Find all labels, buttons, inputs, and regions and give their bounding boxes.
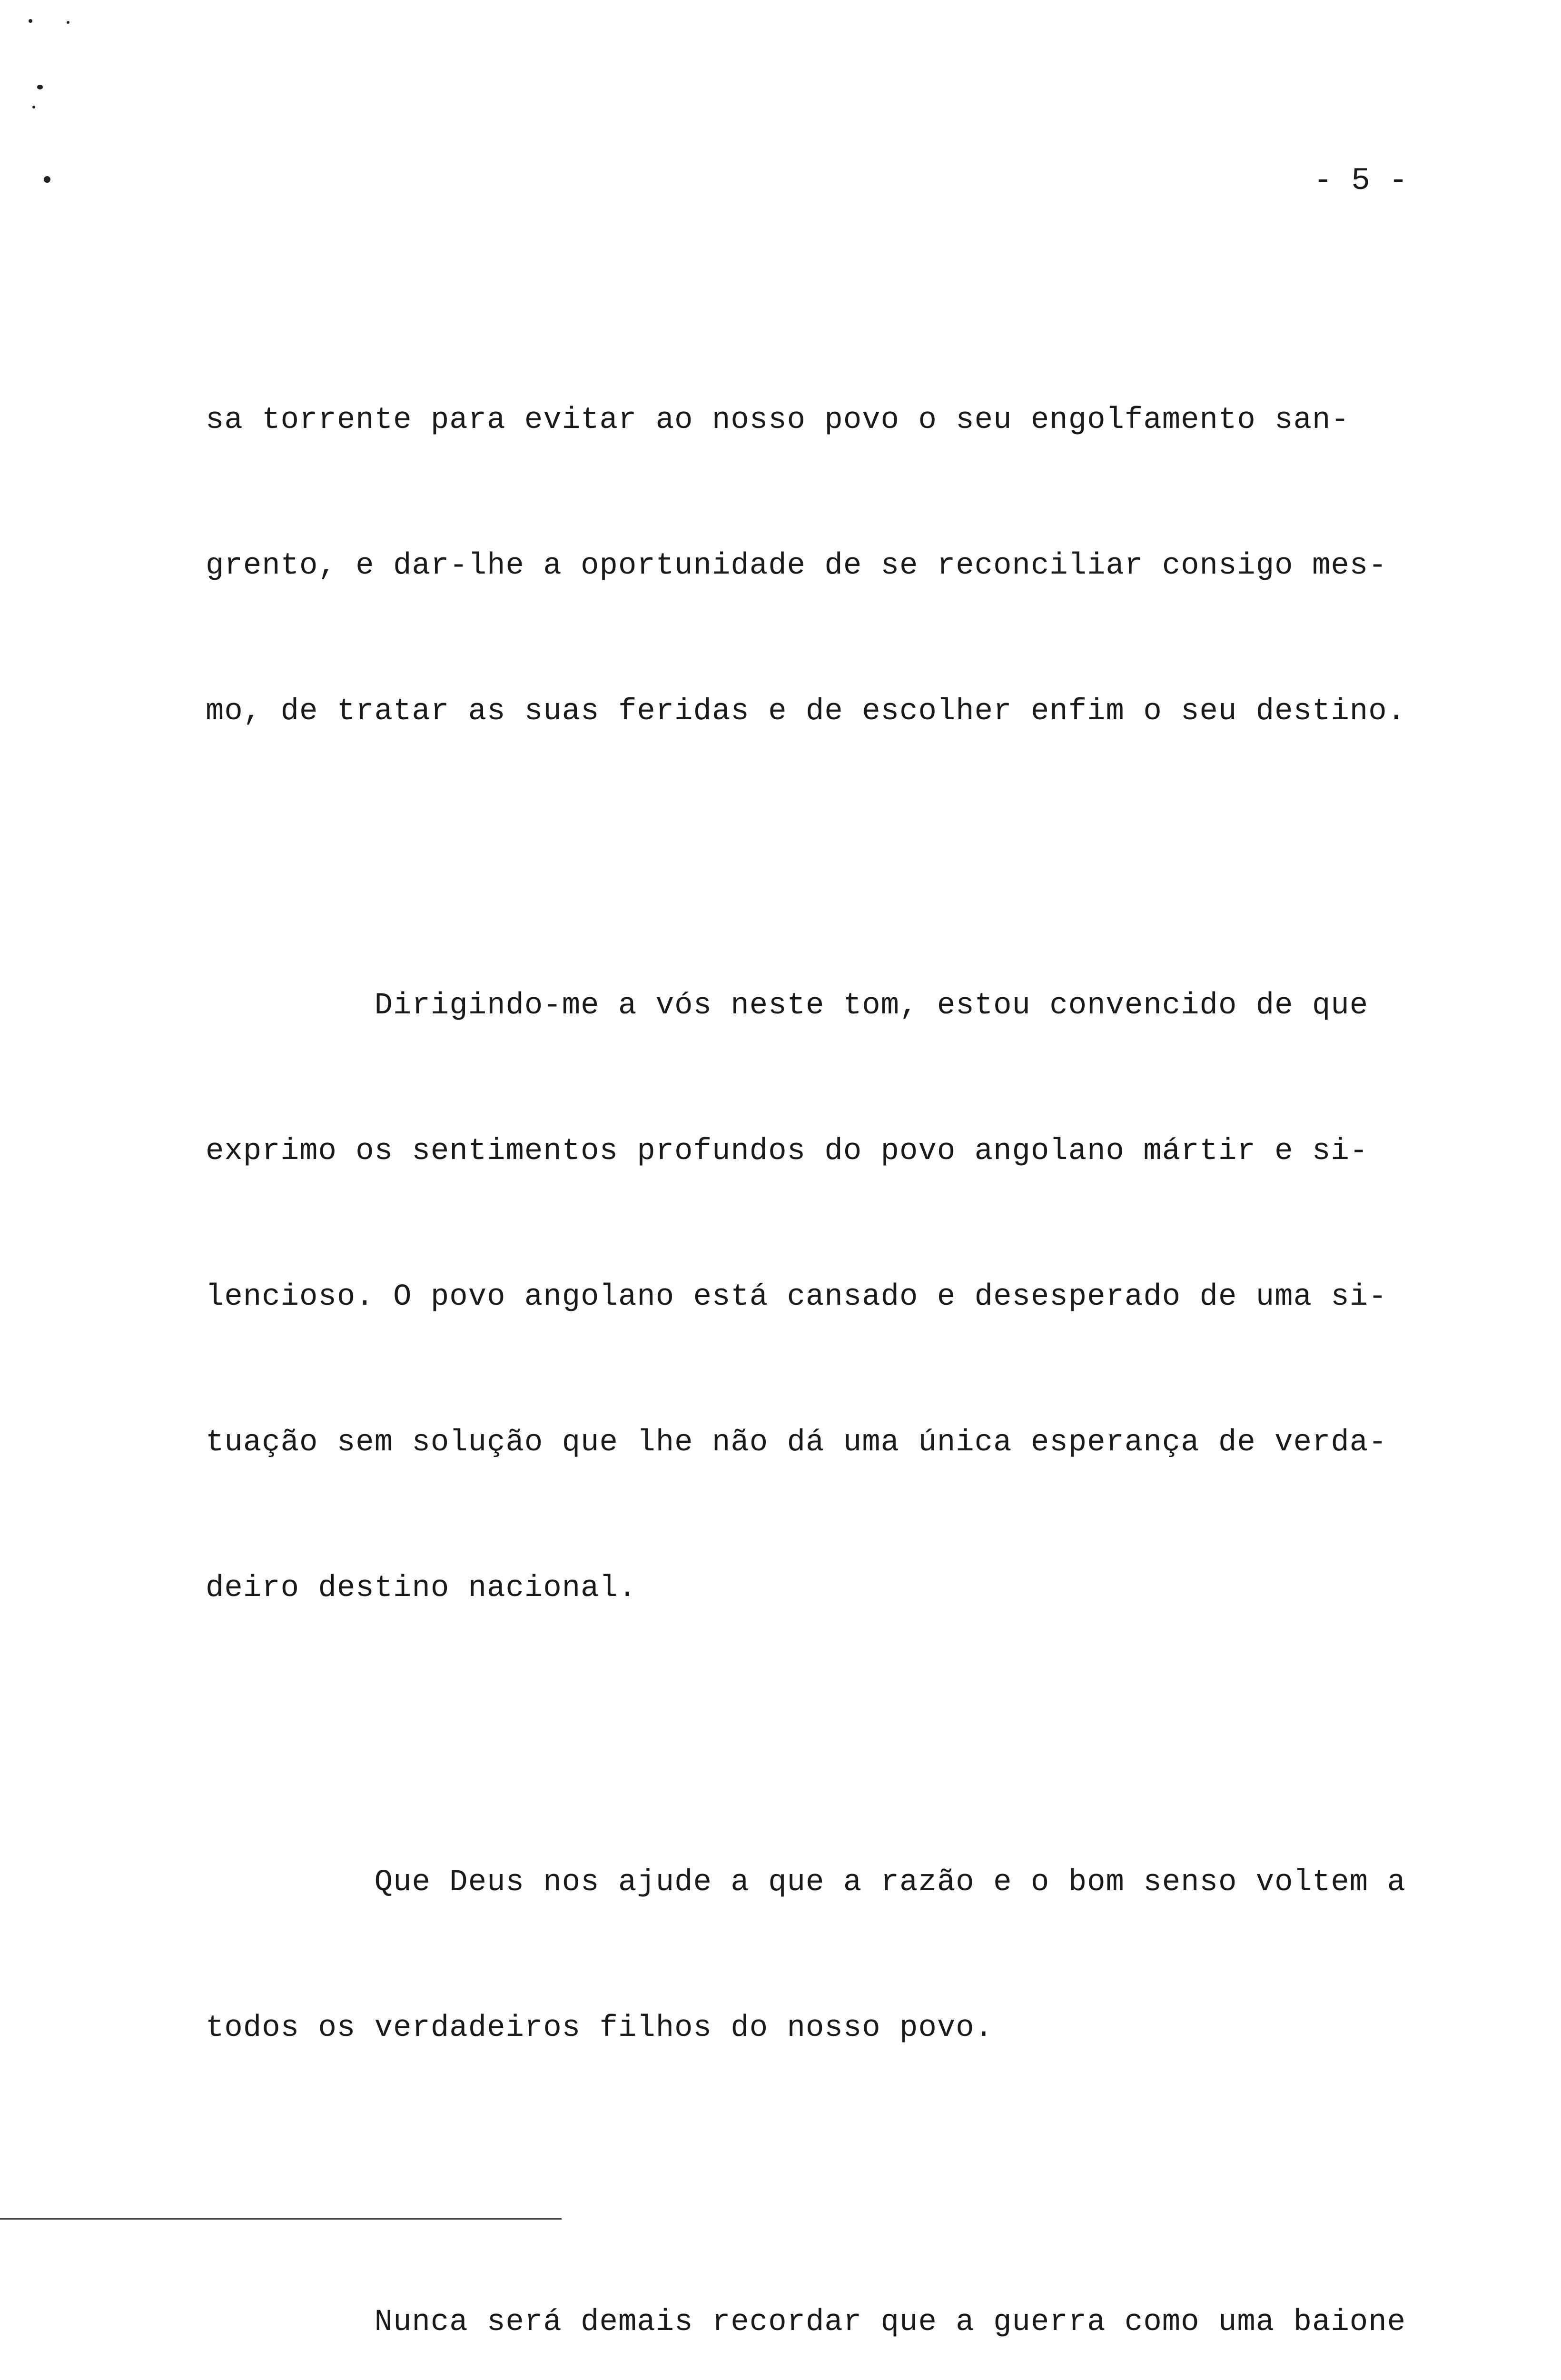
text-line: todos os verdadeiros filhos do nosso povo. [206,2011,994,2045]
paragraph-1 [206,299,1462,833]
text-line: tuação sem solução que lhe não dá uma única esperança de verda- [206,1426,1387,1460]
text-line: mo, de tratar as suas feridas e de escolher enfim o seu destino. [206,694,1406,729]
text-line: exprimo os sentimentos profundos do povo angolano mártir e si- [206,1134,1369,1169]
scan-speck [37,85,43,89]
scan-speck [32,106,35,109]
paragraph-3 [206,1761,1462,2150]
text-line: deiro destino nacional. [206,1571,637,1606]
letter-body [206,299,1462,2380]
text-line: Que Deus nos ajude a que a razão e o bom senso voltem a [206,1865,1406,1900]
page-edge-rule [0,2218,562,2220]
scan-speck [44,176,50,183]
text-line: Nunca será demais recordar que a guerra como uma baione [206,2305,1406,2340]
text-line: lencioso. O povo angolano está cansado e desesperado de uma si- [206,1280,1387,1314]
page-number: - 5 - [1314,163,1408,198]
scan-speck [67,21,69,24]
scan-speck [29,19,32,23]
text-line: sa torrente para evitar ao nosso povo o seu engolfamento san- [206,403,1350,437]
text-line: Dirigindo-me a vós neste tom, estou convencido de que [206,989,1369,1023]
paragraph-2 [206,884,1462,1710]
paragraph-4 [206,2201,1462,2380]
text-line: grento, e dar-lhe a oportunidade de se reconciliar consigo mes- [206,549,1387,583]
